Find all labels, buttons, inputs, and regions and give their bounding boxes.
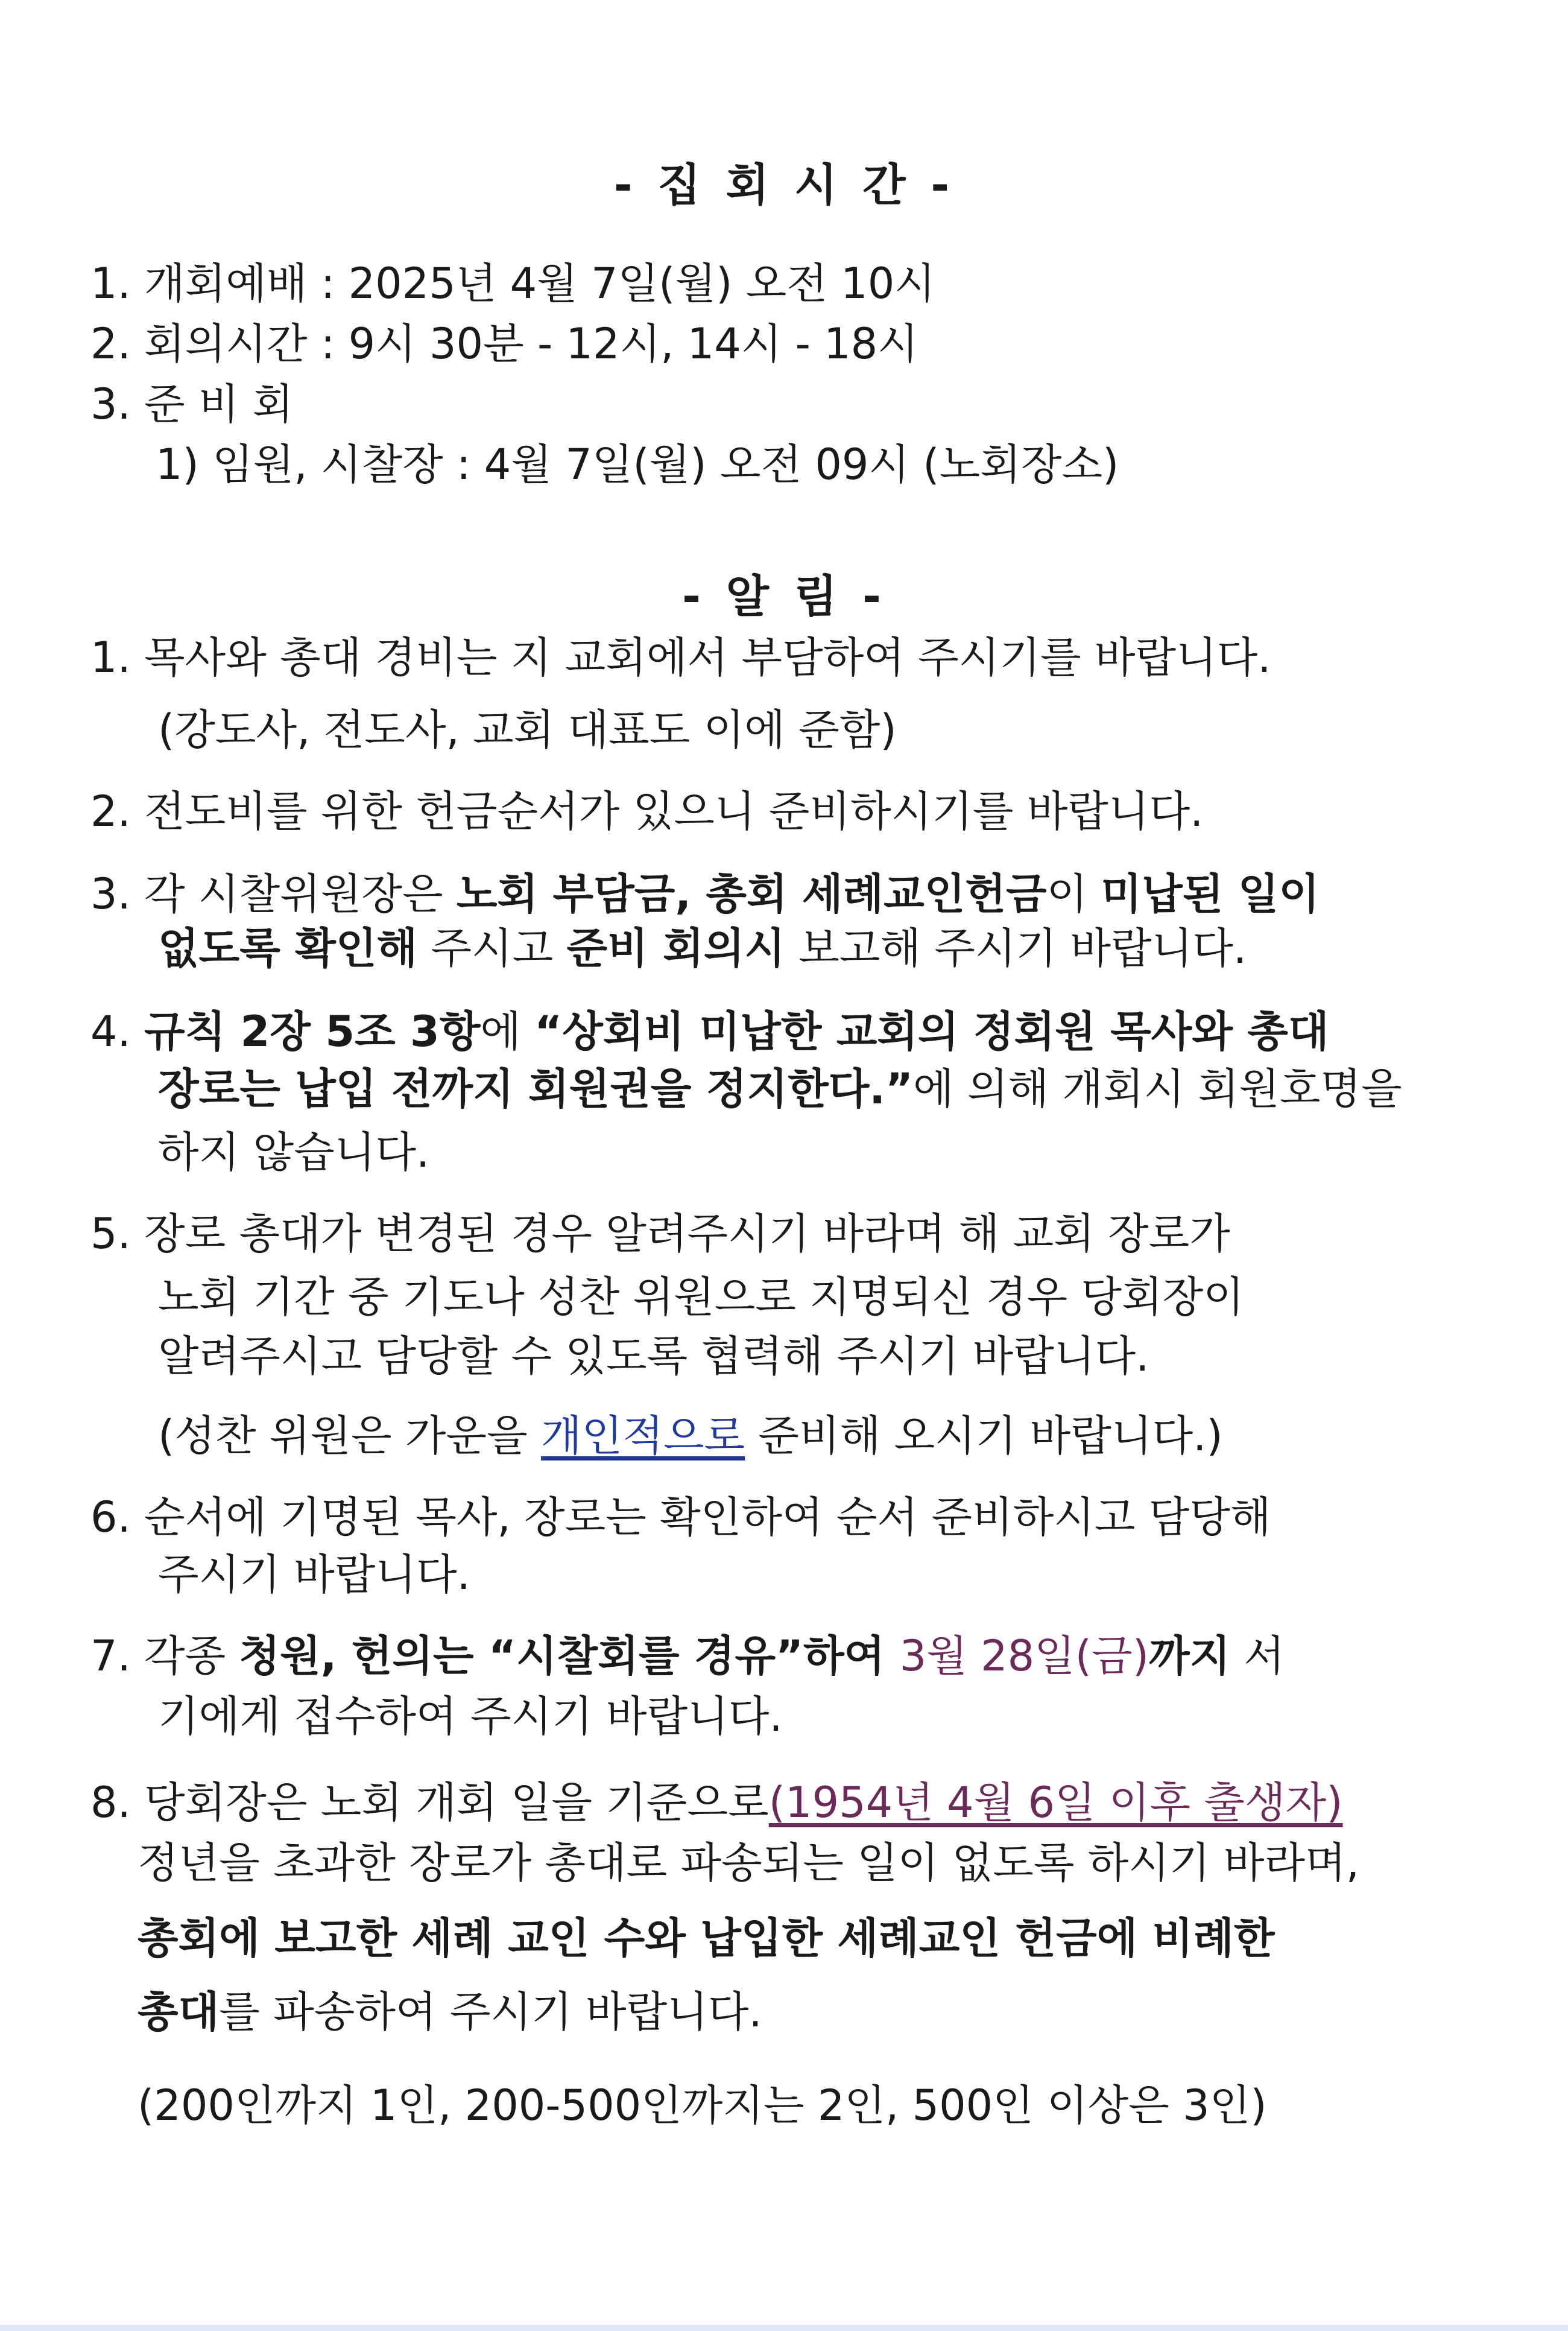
notice-1-line-1: 1. 목사와 총대 경비는 지 교회에서 부담하여 주시기를 바랍니다. xyxy=(90,633,1271,682)
notice-6-line-1: 6. 순서에 기명된 목사, 장로는 확인하여 순서 준비하시고 담당해 xyxy=(90,1492,1271,1542)
notice-8-line-1 xyxy=(90,1775,1343,1830)
notice-4-emphasis: “상회비 미납한 교회의 정회원 목사와 총대 xyxy=(534,1007,1329,1056)
notice-8-emphasis: 총대 xyxy=(138,1987,220,2037)
meeting-item-3: 3. 준 비 회 xyxy=(90,379,294,429)
notice-5-underlined: 개인적으로 xyxy=(541,1411,745,1460)
notice-1-line-2: (강도사, 전도사, 교회 대표도 이에 준함) xyxy=(158,705,897,755)
meeting-item-1: 1. 개회예배 : 2025년 4월 7일(월) 오전 10시 xyxy=(90,259,935,308)
notice-4-line-1 xyxy=(90,1004,1329,1059)
notice-4-emphasis: 장로는 납입 전까지 회원권을 정지한다.” xyxy=(158,1064,913,1114)
notice-7-line-1 xyxy=(90,1629,1285,1683)
notice-3-text: 3. 각 시찰위원장은 xyxy=(90,869,457,919)
notice-7-deadline: 3월 28일(금) xyxy=(899,1631,1149,1681)
notice-6-line-2: 주시기 바랍니다. xyxy=(158,1550,470,1599)
notice-8-birth-cutoff: (1954년 4월 6일 이후 출생자) xyxy=(768,1778,1343,1827)
meeting-time-heading: - 집 회 시 간 - xyxy=(613,159,955,211)
notice-7-text: 서 xyxy=(1230,1631,1285,1681)
notice-heading: - 알 림 - xyxy=(682,571,886,623)
notice-7-line-2: 기에게 접수하여 주시기 바랍니다. xyxy=(158,1692,783,1741)
notice-3-text: 이 xyxy=(1046,869,1101,919)
meeting-item-3-sub: 1) 임원, 시찰장 : 4월 7일(월) 오전 09시 (노회장소) xyxy=(156,440,1119,489)
notice-8-text: 를 파송하여 주시기 바랍니다. xyxy=(219,1987,762,2037)
notice-4-text: 4. xyxy=(90,1007,145,1056)
notice-5-text: (성찬 위원은 가운을 xyxy=(158,1411,542,1460)
notice-5-text: 준비해 오시기 바랍니다.) xyxy=(745,1411,1223,1460)
notice-5-line-3: 알려주시고 담당할 수 있도록 협력해 주시기 바랍니다. xyxy=(158,1331,1149,1381)
notice-4-line-2 xyxy=(158,1062,1402,1116)
notice-3-line-2 xyxy=(158,921,1247,975)
notice-3-text: 보고해 주시기 바랍니다. xyxy=(785,924,1247,973)
notice-5-line-2: 노회 기간 중 기도나 성찬 위원으로 지명되신 경우 당회장이 xyxy=(158,1272,1244,1322)
notice-7-text: 7. 각종 xyxy=(90,1631,239,1681)
meeting-item-2: 2. 회의시간 : 9시 30분 - 12시, 14시 - 18시 xyxy=(90,319,918,369)
notice-5-line-4 xyxy=(158,1409,1223,1463)
notice-4-text: 에 xyxy=(480,1007,535,1056)
notice-7-emphasis: 까지 xyxy=(1149,1631,1231,1681)
notice-8-line-5: (200인까지 1인, 200-500인까지는 2인, 500인 이상은 3인) xyxy=(138,2081,1267,2130)
notice-3-line-1 xyxy=(90,867,1320,921)
notice-5-line-1: 5. 장로 총대가 변경된 경우 알려주시기 바라며 해 교회 장로가 xyxy=(90,1209,1230,1258)
notice-3-emphasis: 미납된 일이 xyxy=(1101,869,1320,919)
notice-3-text: 주시고 xyxy=(417,924,567,973)
notice-8-line-2: 정년을 초과한 장로가 총대로 파송되는 일이 없도록 하시기 바라며, xyxy=(138,1838,1359,1888)
notice-2: 2. 전도비를 위한 헌금순서가 있으니 준비하시기를 바랍니다. xyxy=(90,787,1204,836)
notice-7-emphasis: 청원, 헌의는 “시찰회를 경유”하여 xyxy=(239,1631,900,1681)
notice-8-line-4 xyxy=(138,1985,762,2039)
notice-4-text: 에 의해 개회시 회원호명을 xyxy=(913,1064,1402,1114)
notice-8-text: 8. 당회장은 노회 개회 일을 기준으로 xyxy=(90,1778,769,1827)
scan-edge-strip xyxy=(0,2325,1568,2331)
notice-3-emphasis: 노회 부담금, 총회 세례교인헌금 xyxy=(456,869,1047,919)
notice-3-emphasis: 준비 회의시 xyxy=(566,924,785,973)
notice-4-emphasis: 규칙 2장 5조 3항 xyxy=(144,1007,481,1056)
notice-3-emphasis: 없도록 확인해 xyxy=(158,924,418,973)
notice-4-line-3: 하지 않습니다. xyxy=(158,1127,430,1177)
notice-8-line-3: 총회에 보고한 세례 교인 수와 납입한 세례교인 헌금에 비례한 xyxy=(138,1914,1275,1963)
